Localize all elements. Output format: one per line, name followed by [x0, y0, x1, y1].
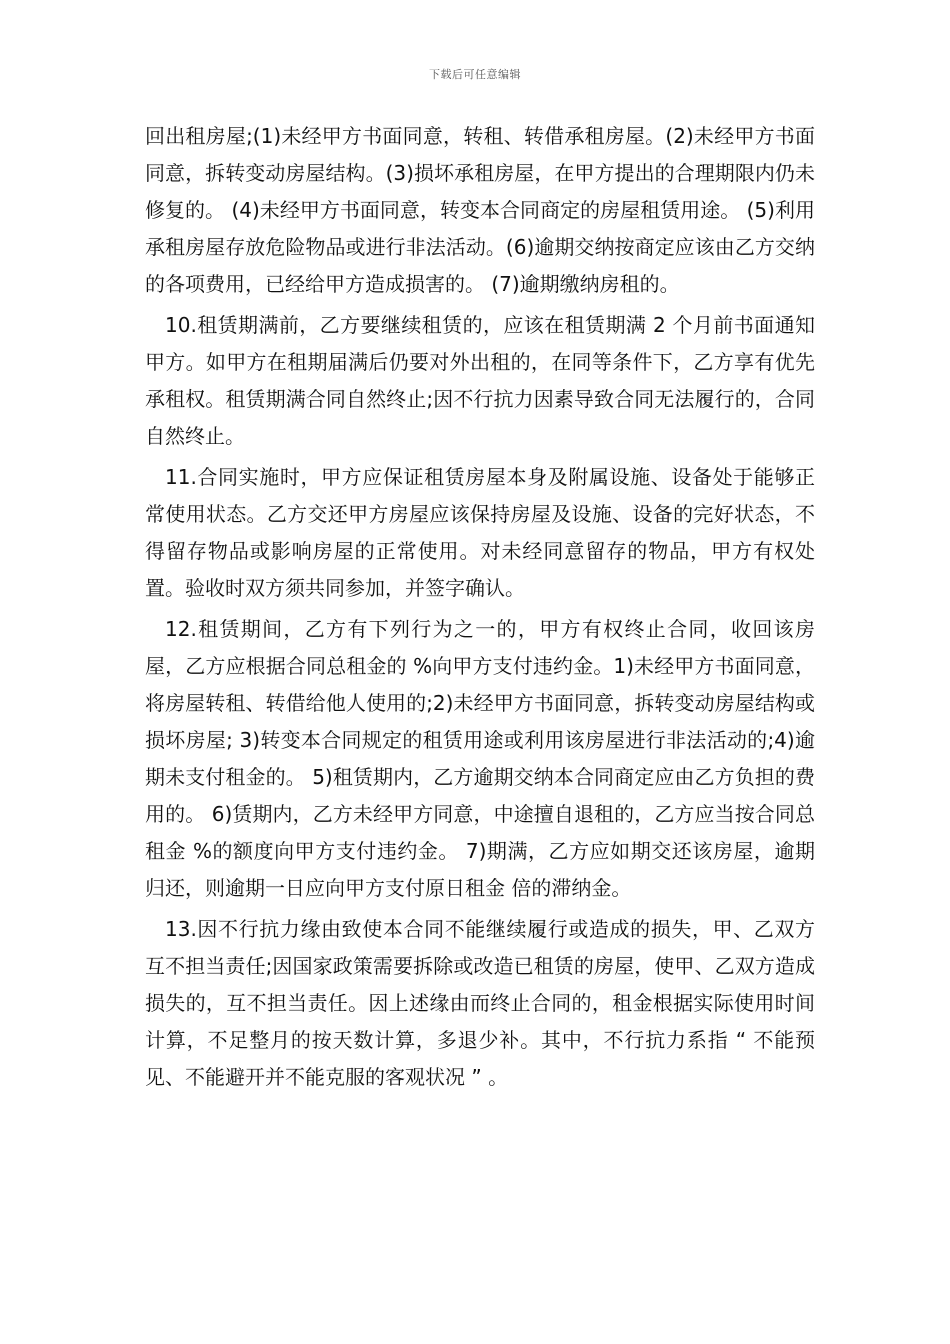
- document-body: [145, 118, 815, 1100]
- paragraph-continuation: 回出租房屋;(1)未经甲方书面同意，转租、转借承租房屋。(2)未经甲方书面同意，拆转变动房屋结构。(3)损坏承租房屋，在甲方提出的合理期限内仍未修复的。 (4)未经甲方书面同意，转变本合同商定的房屋租赁用途。 (5)利用承租房屋存放危险物品或进行非法活动。(6)逾期交纳按商定应该由乙方交纳的各项费用，已经给甲方造成损害的。 (7)逾期缴纳房租的。: [145, 124, 815, 296]
- page-header: 下载后可任意编辑: [429, 68, 521, 81]
- paragraph-clause-12: 12.租赁期间，乙方有下列行为之一的，甲方有权终止合同，收回该房屋，乙方应根据合同总租金的 %向甲方支付违约金。1)未经甲方书面同意，将房屋转租、转借给他人使用的;2)未经甲方书面同意，拆转变动房屋结构或损坏房屋; 3)转变本合同规定的租赁用途或利用该房屋进行非法活动的;4)逾期未支付租金的。 5)租赁期内，乙方逾期交纳本合同商定应由乙方负担的费用的。 6)赁期内，乙方未经甲方同意，中途擅自退租的，乙方应当按合同总租金 %的额度向甲方支付违约金。 7)期满，乙方应如期交还该房屋，逾期归还，则逾期一日应向甲方支付原日租金 倍的滞纳金。: [145, 617, 815, 900]
- paragraph-clause-10: 10.租赁期满前，乙方要继续租赁的，应该在租赁期满 2 个月前书面通知甲方。如甲方在租期届满后仍要对外出租的，在同等条件下，乙方享有优先承租权。租赁期满合同自然终止;因不行抗力因素导致合同无法履行的，合同自然终止。: [145, 313, 815, 448]
- paragraph-clause-11: 11.合同实施时，甲方应保证租赁房屋本身及附属设施、设备处于能够正常使用状态。乙方交还甲方房屋应该保持房屋及设施、设备的完好状态，不得留存物品或影响房屋的正常使用。对未经同意留存的物品，甲方有权处置。验收时双方须共同参加，并签字确认。: [145, 465, 815, 600]
- paragraph-clause-13: 13.因不行抗力缘由致使本合同不能继续履行或造成的损失，甲、乙双方互不担当责任;因国家政策需要拆除或改造已租赁的房屋，使甲、乙双方造成损失的，互不担当责任。因上述缘由而终止合同的，租金根据实际使用时间计算，不足整月的按天数计算，多退少补。其中，不行抗力系指 “ 不能预见、不能避开并不能克服的客观状况 ” 。: [145, 917, 815, 1089]
